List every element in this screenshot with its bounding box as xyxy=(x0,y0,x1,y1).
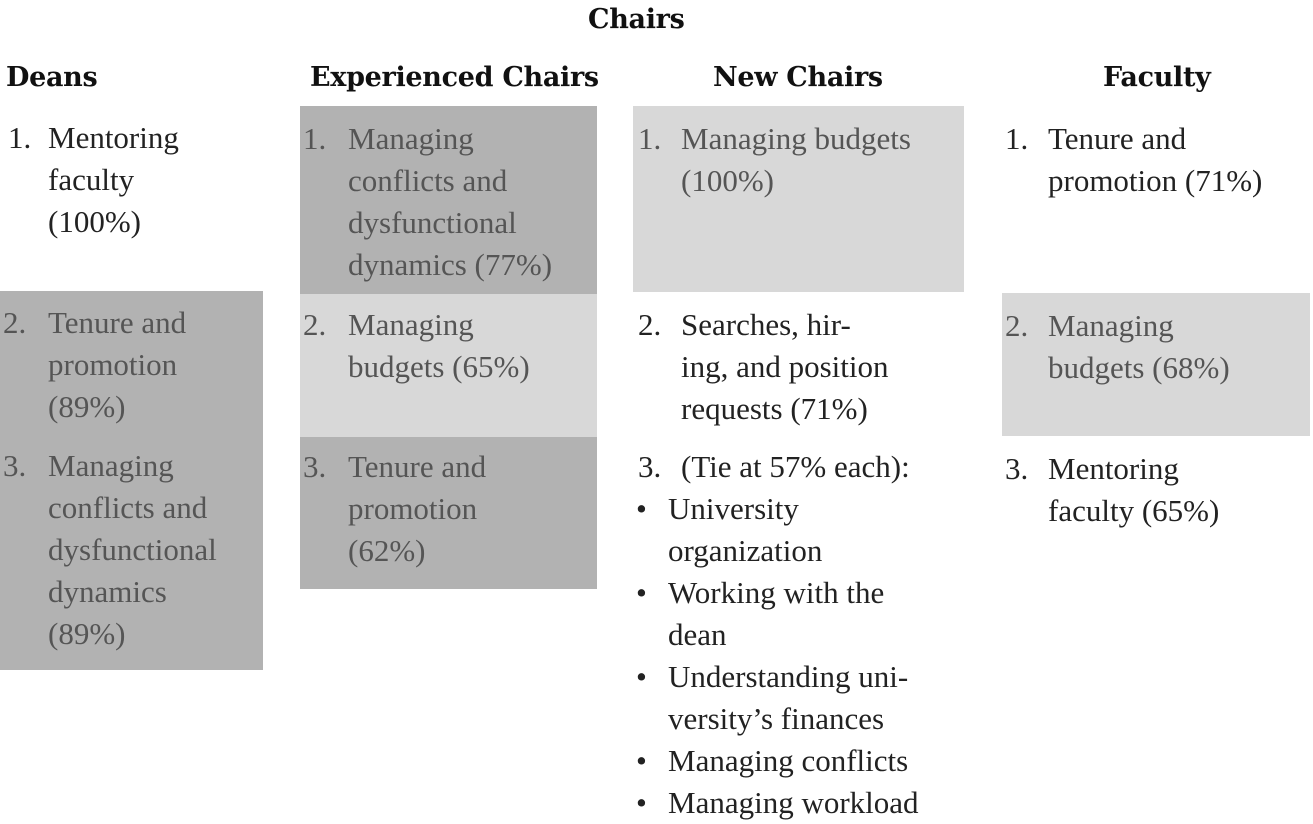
item-line: dysfunctional xyxy=(348,205,517,240)
bullet-line: Working with the xyxy=(668,575,885,610)
item-line: Managing xyxy=(48,448,174,483)
item-line: (62%) xyxy=(348,533,426,568)
item-number: 2. xyxy=(3,305,27,340)
list-item xyxy=(636,656,909,740)
item-number: 3. xyxy=(3,448,27,483)
item-number: 1. xyxy=(1005,121,1029,156)
bullet-line: dean xyxy=(668,617,727,652)
item-line: dynamics xyxy=(48,574,167,609)
item-line: (100%) xyxy=(681,163,774,198)
bullet-dot: • xyxy=(636,659,647,694)
list-item xyxy=(636,488,887,572)
bullet-line: Managing workload xyxy=(668,785,919,820)
item-line: Managing budgets xyxy=(681,121,911,156)
column-header-faculty: Faculty xyxy=(1103,62,1211,93)
item-line: Managing xyxy=(348,121,474,156)
bullet-line: organization xyxy=(668,533,823,568)
bullet-dot: • xyxy=(636,575,647,610)
item-line: Mentoring xyxy=(1048,451,1179,486)
item-line: promotion xyxy=(348,491,478,526)
column-header-new-chairs: New Chairs xyxy=(713,62,883,93)
item-number: 2. xyxy=(1005,308,1029,343)
list-item xyxy=(636,782,919,824)
bullet-line: Managing conflicts xyxy=(668,743,909,778)
item-number: 1. xyxy=(303,121,327,156)
item-number: 1. xyxy=(638,121,662,156)
item-line: ing, and position xyxy=(681,349,889,384)
item-number: 2. xyxy=(638,307,662,342)
page-title: Chairs xyxy=(588,4,685,35)
item-line: Tenure and xyxy=(48,305,187,340)
bullet-line: University xyxy=(668,491,799,526)
item-line: Tenure and xyxy=(1048,121,1187,156)
item-line: promotion xyxy=(48,347,178,382)
bullet-dot: • xyxy=(636,785,647,820)
item-line: dynamics (77%) xyxy=(348,247,553,282)
bullet-line: Understanding uni- xyxy=(668,659,909,694)
bullet-dot: • xyxy=(636,743,647,778)
item-line: Managing xyxy=(1048,308,1174,343)
item-number: 2. xyxy=(303,307,327,342)
item-line: (89%) xyxy=(48,389,126,424)
item-line: faculty xyxy=(48,162,135,197)
item-number: 1. xyxy=(8,120,32,155)
item-line: conflicts and xyxy=(348,163,508,198)
item-line: (Tie at 57% each): xyxy=(681,449,910,484)
item-line: budgets (65%) xyxy=(348,349,530,384)
bullet-line: versity’s finances xyxy=(668,701,885,736)
item-line: dysfunctional xyxy=(48,532,217,567)
column-header-experienced-chairs: Experienced Chairs xyxy=(310,62,599,93)
item-number: 3. xyxy=(303,449,327,484)
new-chairs-tie-list xyxy=(636,488,919,824)
list-item xyxy=(636,572,887,656)
item-line: budgets (68%) xyxy=(1048,350,1230,385)
list-item xyxy=(636,740,909,782)
item-number: 3. xyxy=(1005,451,1029,486)
item-line: Mentoring xyxy=(48,120,179,155)
column-header-deans: Deans xyxy=(6,62,98,93)
item-line: conflicts and xyxy=(48,490,208,525)
item-number: 3. xyxy=(638,449,662,484)
item-line: Managing xyxy=(348,307,474,342)
item-line: faculty (65%) xyxy=(1048,493,1220,528)
bullet-dot: • xyxy=(636,491,647,526)
item-line: promotion (71%) xyxy=(1048,163,1263,198)
item-line: Tenure and xyxy=(348,449,487,484)
item-line: requests (71%) xyxy=(681,391,868,426)
item-line: (100%) xyxy=(48,204,141,239)
item-line: (89%) xyxy=(48,616,126,651)
item-line: Searches, hir- xyxy=(681,307,851,342)
